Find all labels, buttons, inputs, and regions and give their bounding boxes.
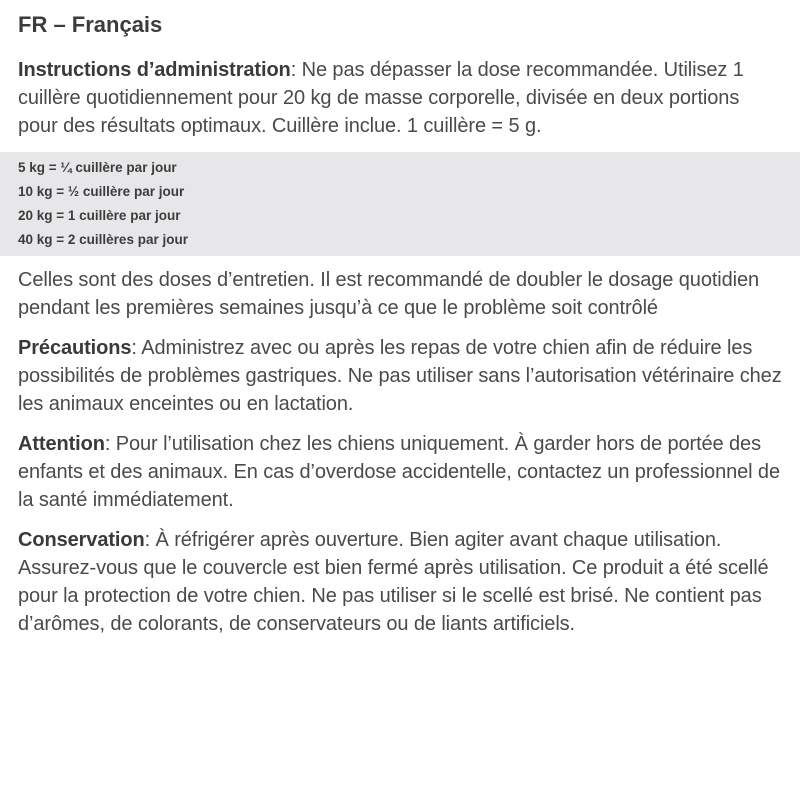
precautions-text: : Administrez avec ou après les repas de votre chien afin de réduire les possibilités de problèmes gastriques. Ne pas utiliser sans l’autorisation vétérinaire chez les animaux enceintes ou en lactation. bbox=[18, 337, 782, 415]
administration-text: : Ne pas dépasser la dose recommandée. Utilisez 1 cuillère quotidiennement pour 20 kg de masse corporelle, divisée en deux portions pour des résultats optimaux. Cuillère inclue. 1 cuillère = 5 g. bbox=[18, 59, 744, 137]
administration-heading: Instructions d’administration bbox=[18, 59, 291, 81]
maintenance-paragraph: Celles sont des doses d’entretien. Il est recommandé de doubler le dosage quotidien pendant les premières semaines jusqu’à ce que le problème soit contrôlé bbox=[18, 269, 760, 319]
precautions-heading: Précautions bbox=[18, 337, 132, 359]
administration-paragraph bbox=[18, 56, 784, 140]
conservation-heading: Conservation bbox=[18, 529, 145, 551]
dosage-row: 40 kg = 2 cuillères par jour bbox=[18, 232, 188, 247]
precautions-paragraph bbox=[18, 334, 784, 418]
attention-heading: Attention bbox=[18, 433, 105, 455]
conservation-text: : À réfrigérer après ouverture. Bien agiter avant chaque utilisation. Assurez-vous que le couvercle est bien fermé après utilisation. Ce produit a été scellé pour la protection de votre chien. Ne pas utiliser si le scellé est brisé. Ne contient pas d’arômes, de colorants, de conservateurs ou de liants artificiels. bbox=[18, 529, 769, 635]
language-title: FR – Français bbox=[18, 12, 163, 37]
conservation-paragraph bbox=[18, 526, 784, 638]
attention-paragraph bbox=[18, 430, 784, 514]
dosage-row: 20 kg = 1 cuillère par jour bbox=[18, 208, 181, 223]
dosage-table bbox=[0, 152, 800, 256]
dosage-row: 10 kg = ½ cuillère par jour bbox=[18, 184, 185, 199]
dosage-row: 5 kg = ¼ cuillère par jour bbox=[18, 160, 177, 175]
attention-text: : Pour l’utilisation chez les chiens uniquement. À garder hors de portée des enfants et des animaux. En cas d’overdose accidentelle, contactez un professionnel de la santé immédiatement. bbox=[18, 433, 780, 511]
